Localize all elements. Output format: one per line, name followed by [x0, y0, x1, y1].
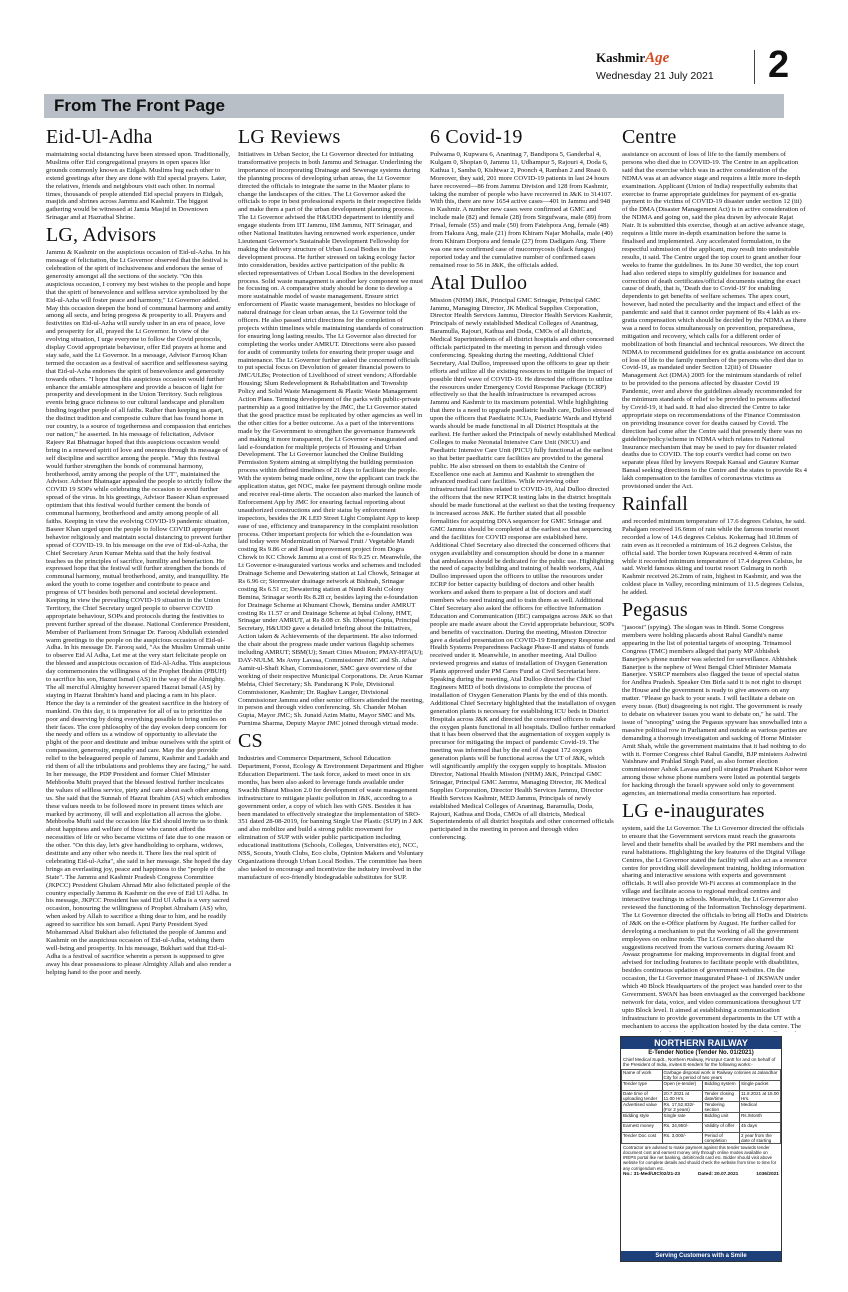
tender-ref-number: No.: 31-Med/UIC/02/21-23 — [623, 1171, 681, 1177]
tender-title: E-Tender Notice (Tender No. 01/2021) — [648, 1050, 754, 1056]
tender-reference — [621, 1172, 781, 1177]
table-cell: Bidding unit — [703, 1112, 740, 1122]
article-heading: LG e-inaugurates — [622, 799, 765, 822]
table-cell: 20.7.2021 at 11.00 Hrs. — [662, 1090, 703, 1101]
tender-ref-date: Dated: 20.07.2021 — [698, 1171, 739, 1177]
issue-date: Wednesday 21 July 2021 — [596, 70, 714, 82]
article-body: Mission (NHM) J&K, Principal GMC Srinagar, Principal GMC Jammu, Managing Director, JK Medical Supplies Corporation, Director Health Services Jammu, Director Health Services Kashmir, Principals of newly established Medical Colleges of Anantnag, Baramulla, Rajouri, Kathua and Doda, CMOs of all districts, Medical Superintendents of all district hospitals and other concerned officials participated in the meeting in person and through video conferencing. Speaking during the meeting, Additional Chief Secretary, Atal Dulloo, impressed upon the officers to gear up their efforts and utilize all the existing resources to mitigate the impact of possible third wave of COVID-19. He directed the officers to utilize the resources under Emergency Covid Response Package (ECRP) effectively so that the health infrastructure is revamped across Jammu and Kashmir to its maximum potential. While highlighting that there is a need to upgrade paediatric health care, Dulloo stressed upon the officers that Paediatric ICUs, Paediatric Wards and Hybrid wards should be made functional in all District Hospitals at the earliest. He further asked the Principals of newly established Medical Colleges to make Neonatal Intensive Care Unit (NICU) and Paediatric Intensive Care Unit (PICU) fully functional at the earliest so that better paediatric care facilities are provided to the general public. He also stressed on them to establish the Centre of Excellence one each at Jammu and Kashmir to strengthen the advanced medical care facilities. While reviewing other infrastructural facilities related to COVID-19, Atal Dulloo directed the officers that the new RTPCR testing labs in the district hospitals should be made functional at the earliest so that the testing frequency is increased across J&K. He further stated that all possible formalities for acquiring DNA sequencer for GMC Srinagar and GMC Jammu should be completed at the earliest so that sequencing and the facilities for COVID response are established here. Additional Chief Secretary also directed the concerned officers that oxygen availability and consumption should be done in a manner that ambulances should be dedicated for the public use. Highlighting the need of capacity building and training of health workers, Atal Dulloo impressed upon the officers to utilise the resources under ECRP for better capacity building of doctors and other health workers and asked them to prepare a list of doctors and staff members who need training and to train them as well. Additional Chief Secretary also asked the officers for effective Information Education and Communication (IEC) campaigns across J&K so that people are made aware about the Covid appropriate behaviour, SOPs and benefits of vaccination. During the meeting, Mission Director gave a detailed presentation on COVID-19 Emergency Response and Health Systems Preparedness Package Phase-II and status of funds received under it. Meanwhile, in another meeting, Atal Dulloo reviewed progress and status of installation of Oxygen Generation Plants approved under PM Cares Fund at Civil Secretariat here. Speaking during the meeting, Atal Dulloo directed the Chief Engineers MED of both divisions to complete the process of installation of Oxygen Generation Plants by the end of this month. Additional Chief Secretary highlighted that the installation of oxygen generation plants is necessary for establishing ICU beds in District Hospitals across J&K and directed the concerned officers to make the oxygen plants functional in all hospitals. Dulloo further remarked that it has been observed that the augmentation of oxygen supply is precursor for mitigating the impact of pandemic Covid-19. The meeting was informed that by the end of August 172 oxygen generation plants will be functional across the UT of J&K, which will significantly amplify the oxygen supply to hospitals. Mission Director, National Health Mission (NHM) J&K, Principal GMC Srinagar, Principal GMC Jammu, Managing Director, JK Medical Supplies Corporation, Director Health Services Jammu, Director Health Services Kashmir, MED Jammu, Principals of newly established Medical Colleges of Anantnag, Baramulla, Doda, Rajouri, Kathua and Doda, CMOs of all districts, Medical Superintendents of all district hospitals and other concerned officials participated in the meeting in person and through video conferencing. — [430, 296, 616, 842]
article-heading: LG, Advisors — [46, 224, 157, 247]
article-heading: LG Reviews — [238, 126, 341, 148]
article-body: Jammu & Kashmir on the auspicious occasion of Eid-ul-Azha. In his message of felicitation, the Lt Governor observed that the festival is celebration of the spirit of inclusiveness and endorses the sense of generosity amongst all the sections of the society. "On this auspicious occasion, I convey my best wishes to the people and hope that the spirit of benevolence and selfless service symbolized by the Eid-ul-Azha will foster peace and harmony," Lt Governor added. May this occasion deepen the bond of communal harmony and amity among all sects, and bring progress & prosperity to all. Prayers and festivities on Eid-ul-Azha will surely usher in an era of peace, love and prosperity for all, prayed the Lt Governor. In view of the evolving situation, I urge everyone to follow the Covid protocols, display Covid appropriate behaviour, offer Eid prayers at home and stay safe, said the Lt Governor. In a message, Advisor Farooq Khan termed the occasion as a festival of sacrifice and selflessness saying that Eid-ul-Azha endorses the spirit of benevolence and generosity towards others. "I hope that this auspicious occasion would further enhance the amiable atmosphere and provide a beacon of light for prosperity and development in the Union Territory. Such religious events bring grace richness to our cultural landscape and pluralism binding together people of all faiths. Rather than keeping us apart, the distinct tradition and composite culture that has found home in our country, is a source of togetherness and compassion that enriches our nation," he asserted. In his message of felicitation, Advisor Rajeev Rai Bhatnagar hoped that this auspicious occasion would bring in a renewed spirit of love and oneness through its message of self discipline and sacrifice among the people. "May this festival would further strengthen the bonds of communal harmony, brotherhood, amity among the people of the UT", maintained the Advisor. Advisor Bhatnagar appealed the people to strictly follow the COVID 19 SOPs while celebrating the occasion to avoid further spread of the virus. In his greetings, Advisor Baseer Khan expressed optimism that this festival would further cement the bonds of communal harmony, brotherhood and amity among people of all faiths. Keeping in view the evolving COVID-19 pandemic situation, Baseer Khan urged upon the people to follow COVID appropriate behavior religiously and maintain social distancing to prevent further spread of COVID-19. In his message on the eve of Eid-ul-Azha, the Chief Secretary Arun Kumar Mehta said that the holy festival teaches us the principles of sacrifice, humility and benefaction. He expressed hope that the festival will further strengthen the bonds of communal harmony, mutual brotherhood, amity, and tranquillity. He asked the youth to come together and contribute to peace and progress of UT besides both personal and societal development. Keeping in view the prevailing COVID-19 situation in the Union Territory, the Chief Secretary urged people to observe COVID appropriate behaviour, SOPs and protocols during the festivities to prevent further spread of the disease. National Conference President, Member of Parliament from Srinagar Dr. Farooq Abdullah extended warm greetings to the people on the auspicious occasion of Eid-ul-Adha. In his message Dr. Farooq said, "As the Muslim Ummah unite to observe Eid Al Adha, Let me at the very start felicitate people on the blessed and auspicious occasion of Eid-Al-Adha. This auspicious day commemorates the willingness of the Prophet Ibrahim (PBUH) to sacrifice his son, Hazrat Ismail (AS) in the way of the Almighty. The all merciful Almighty however spared Hazrat Ismail (AS) by staying in Hazrat Ibrahim's hand and placing a ram in his place. Hence the day is a reminder of the greatest sacrifice in the history of mankind. On this day, it is imperative for all of us to prioritize the poor and deserving by doing everything possible to bring smiles on their faces. The core philosophy of the day evokes deep concern for the needy and offers us a window of opportunity to alleviate the plight of the poor and destitute and imbue ourselves with the spirit of compassion, generosity, empathy and care. May the day provide relief to the beleaguered people of Jammu, Kashmir and Ladakh and rid them of all the tribulations and problems they are facing," he said. In her message, the PDP President and former Chief Minister Mehbooba Mufti prayed that the blessed festival further inculcates the values of selfless service, piety and care about each other among us. She said that the Sunnah of Hazrat Ibrahim (AS) which embodies these values needs to be followed more in present times which are marked by acrimony, ill will and exploitation all across the globe. Mehbooba Mufti said the occasion like Eid should invite us to think about happiness and welfare of those who cannot afford the necessities of life or who became victims of fate due to one reason or the other. "On this day, let's give handholding to orphans, widows, destitute and any other who needs it. There lies the real spirit of celebrating Eid-ul-Azha", she said in her message. She hoped the day brings an everlasting joy, peace and happiness to the "people of the State". The Jammu and Kashmir Pradesh Congress Committee (JKPCC) President Ghulam Ahmad Mir also felicitated people of the country especially Jammu & Kashmir on the eve of Eid Ul Adha. In his message, JKPCC President has said Eid Ul Adha is a very sacred occasion, honouring the willingness of Prophet Abraham (AS) who, when asked by Allah to sacrifice a thing dear to him, and he readily agreed to sacrifice his son Ismail. Apni Party President Syed Mohammad Altaf Bukhari also felicitated the people of Jammu and Kashmir on the auspicious occasion of Eid-ul-Adha, wishing them well-being and prosperity. In his message, Bukhari said that Eid-ul-Adha is a festival of sacrifice wherein a person is supposed to give away his dear possessions to please Almighty Allah and also render a helping hand to the poor and needy. — [46, 249, 232, 976]
table-cell: Bidding system — [703, 1080, 740, 1090]
column-1 — [46, 124, 232, 1272]
table-cell: Tendering section — [703, 1101, 740, 1112]
tender-note: Contractor are advised to make payment against this tender towards tender document cost and earnest money only through online modes available on IREPS portal like net banking, debit/credit card etc. Bidder should visit above website for complete details and should check the website from time to time for any corrigendum etc. — [623, 1144, 777, 1171]
masthead — [0, 0, 848, 92]
table-cell: Tender Doc cost — [622, 1132, 663, 1143]
table-cell: Earnest money — [622, 1122, 663, 1132]
article-heading: Eid-Ul-Adha — [46, 126, 153, 148]
section-banner — [44, 94, 784, 118]
article-body: and recorded minimum temperature of 17.6 degrees Celsius, he said. Pahalgam received 16.6mm of rain while the famous tourist resort recorded a low of 14.6 degrees Celsius. Kokernag had 10.8mm of rain even as it recorded a minimum of 16.2 degrees Celsius, the official said. The border town Kupwara received 4.4mm of rain while it recorded minimum temperature of 17.4 degrees Celsius, he said. World famous skiing and tourist resort Gulmarg in north Kashmir received 26.2mm of rain, highest in Kashmir, and was the coldest place in Valley, recording minimum of 11.5 degrees Celsius, he added. — [622, 517, 806, 597]
table-cell: Date time of uploading tender — [622, 1090, 663, 1101]
table-cell: 2 year from the date of starting — [739, 1132, 780, 1143]
article-body: system, said the Lt Governor. The Lt Governor directed the officials to ensure that the Government services must reach the grassroots level and their benefits shall be availed by the PRI members and the rural habitations. Highlighting the key features of the Digital Village Centres, the Lt Governor stated the facility will also act as a resource centre for providing skill development training, holding information sharing and interactive sessions with experts and government officials. It will also provide Wi-Fi access at commonplace in the village and facilitate access to regional medical centres and interactive teachings in schools. Meanwhile, the Lt Governor also reviewed the functioning of the Information Technology department. The Lt Governor directed the officials to bring all HoDs and Districts of J&K on the e-Office platform by August. He further called for developing a mechanism to put the working of all the government employees on online mode. The Lt Governor also shared the suggestions received from the various corners during Awaam Ki Awaaz programme for making improvements in digital front and advised for including features to facilitate people with disabilities, besides continuous updation of government websites. On the occasion, the Lt Governor inaugurated Phase-1 of JKSWAN under which 40 Block Headquarters of the project was handed over to the Government. SWAN has been envisaged as the converged backbone network for data, voice, and video communications throughout UT upto Block level. It aimed at establishing a communication infrastructure to provide government departments in the UT with a mechanism to access the application hosted by the data centre. The — [622, 824, 808, 1030]
table-cell: Bidding style — [622, 1112, 663, 1122]
table-cell: Advertised value — [622, 1101, 663, 1112]
table-row — [622, 1122, 781, 1132]
tender-railway-name: NORTHERN RAILWAY — [621, 1037, 781, 1049]
tender-advertisement — [620, 1036, 782, 1262]
table-cell: Rs./Month — [739, 1112, 780, 1122]
article-heading: 6 Covid-19 — [430, 126, 523, 148]
table-row — [622, 1101, 781, 1112]
table-cell: Medical — [739, 1101, 780, 1112]
table-cell: Rs. 34,950/- — [662, 1122, 703, 1132]
tender-footer: Serving Customers with a Smile — [621, 1251, 781, 1261]
column-2 — [238, 124, 424, 1272]
article-body: "jasoosi" (spying). The slogan was in Hindi. Some Congress members were holding placards about Rahul Gandhi's name appearing in the list of potential targets of snooping. Trinamool Congress (TMC) members alleged that party MP Abhishek Banerjee's phone number was selected for surveillance. Abhishek Banerjee is the nephew of West Bengal Chief Minister Mamata Banerjee. YSRCP members also flagged the issue of special status for Andhra Pradesh. Speaker Om Birla said it is not right to disrupt the House and the government is ready to give answers on any matter. "Please go back to your seats. I will facilitate a debate on every issue. (But) disagreeing is not right. The government is ready to debate on whatever issues you want to debate on," he said. The issue of "snooping" using the Pegasus spyware has snowballed into a massive political row in Parliament and outside as various parties are demanding a thorough investigation and sacking of Home Minister Amit Shah, while the government maintains that it had nothing to do with it. Former Congress chief Rahul Gandhi, BJP ministers Ashwini Vaishnaw and Prahlad Singh Patel, as also former election commissioner Ashok Lavasa and poll strategist Prashant Kishor were among those whose phone numbers were listed as potential targets for hacking through the Israeli spyware sold only to government agencies, an international media consortium has reported. — [622, 624, 808, 798]
table-row — [622, 1080, 781, 1090]
table-cell: Name of work — [622, 1069, 663, 1080]
table-cell: Tender type — [622, 1080, 663, 1090]
table-row — [622, 1132, 781, 1143]
article-body: Initiatives in Urban Sector, the Lt Governor directed for initiating transformative projects in both Jammu and Srinagar. Underlining the importance of incorporating Drainage and Sewerage systems during the planning process of developing urban areas, the Lt Governor directed the officials to integrate the same in the Master plans to change the landscapes of the cities. The Lt Governor asked the officials to rope in best professional experts in their respective fields and make them a part of the urban development planning process. The Lt Governor advised the H&UDD department to identify and engage students from IIT Jammu, IIM Jammu, NIT Srinagar, and other National Institutes having renowned work experience, under Lieutenant Governor's Sustainable Development Fellowship for making the delivery structure of Urban Local Bodies in the development process. He further stressed on taking ecology factor into consideration, besides active participation of the public & elected representatives of Urban Local Bodies in the development process. Solid waste management is another key component we must be focusing on. A comparative study should be done to develop a more sustainable model of waste management. Ensure strict enforcement of Plastic waste management, besides no blockage of natural drainage for clean urban areas, the Lt Governor told the officers. He also passed strict directions for the completion of projects within timelines while maintaining standards of construction for ensuring long lasting results. The Lt Governor also directed for completing the works under AMRUT. Directions were also passed for audit of community toilets for ensuring their proper usage and maintenance. The Lt Governor further asked the concerned officials to put special focus on Devolution of greater financial powers to JMC/ULBs; Protection of Livelihood of street vendors; Affordable Housing; Slum Redevelopment & Rehabilitation and Township Policy and Solid Waste Management & Plastic Waste Management Action Plans. Terming development of the parks with public-private partnership as a good initiative by the JMC, the Lt Governor stated that the good practice must be replicated by other agencies as well in the other cities for a better outcome. As a part of the interventions made by the Government to strengthen the governance framework and making it more transparent, the Lt Governor e-inaugurated and laid e-foundation for multiple projects of Housing and Urban Development. The Lt Governor launched the Online Building Permission System aiming at simplifying the building permission process within defined timelines of 21 days to facilitate the people. With the system being made online, now the applicant can track the application status, get NOC, make fee payment through online mode and receive real-time alerts. The occasion also marked the launch of Enforcement App by JMC for ensuring factual reporting about unauthorized constructions and their status by enforcement inspectors, besides the JK LED Street Light Complaint App to keep ease of use, efficiency and transparency in the complaint resolution process. Other important projects for which the e-foundation was laid today were Modernization of Narwal Fruit / Vegetable Mandi costing Rs 9.86 cr and Road improvement project from Dogra Chowk to KC Chowk Jammu at a cost of Rs 9.25 cr. Meanwhile, the Lt Governor e-inaugurated various works and schemes and included Drainage Scheme and Dewatering station at Lal Chowk, Srinagar at Rs 6.96 cr; Stormwater drainage network at Bishnah, Srinagar costing Rs 6.51 cr; Dewatering station at Nundi Reshi Colony Bemina, Srinagar worth Rs 8.28 cr, besides laying the e-foundation for Drainage Scheme at Khumani Chowk, Bemina under AMRUT costing Rs 11.57 cr and Drainage Scheme at Iqbal Colony, HMT, Srinagar under AMRUT, at Rs 8.08 cr. Sh. Dheeraj Gupta, Principal Secretary, H&UDD gave a detailed briefing about the Initiatives, Action taken & Achievements of the department. He also informed the chair about the progress made under various flagship schemes including AMRUT; SBM(U); Smart Cities Mission; PMAY-HFA(U); DAY-NULM. Ms Avny Lavasa, Commissioner JMC and Sh. Athar Aamir-ul-Shafi Khan, Commissioner, SMC gave overview of the working of their respective Municipal Corporations. Dr. Arun Kumar Mehta, Chief Secretary; Sh. Pandurang K Pole, Divisional Commissioner, Kashmir; Dr. Raghav Langer, Divisional Commissioner Jammu and other senior officers attended the meeting, in person and through video conferencing. Sh. Chander Mohan Gupta, Mayor JMC; Sh. Junaid Azim Mattu, Mayor SMC and Ms. Purnima Sharma, Deputy Mayor JMC joined through virtual mode. — [238, 151, 424, 728]
tender-ref-code: 1036/2021 — [756, 1171, 779, 1177]
article-heading: Centre — [622, 126, 677, 148]
column-4 — [622, 124, 808, 1032]
table-row — [622, 1090, 781, 1101]
article-heading: Atal Dulloo — [430, 271, 528, 294]
page-number: 2 — [768, 44, 790, 86]
table-cell: Garbage disposal work in Railway colonies at Jalandhar City for a period of two years — [662, 1069, 780, 1080]
table-cell: Rs. 17,52,832/- (For 2 years) — [662, 1101, 703, 1112]
table-cell: Rs. 3,000/- — [662, 1132, 703, 1143]
article-body: maintaining social distancing have been stressed upon. Traditionally, Muslims offer Eid congregational prayers in open spaces like grounds commonly known as Eidgah. Muslims hug each other to extend greetings after they are done with Eid special prayers. Later, the relatives, friends and neighbours visit each other. In normal times, thousands of people attended Eid special prayers in Eidgah, masjids and shrines across Jammu and Kashmir. The biggest gathering would be witnessed at Jamia Masjid in Downtown Srinagar and at Hazratbal Shrine. — [46, 151, 230, 222]
table-cell: Validity of offer — [703, 1122, 740, 1132]
table-cell: Period of completion — [703, 1132, 740, 1143]
table-cell: Tender closing date/time — [703, 1090, 740, 1101]
table-cell: Open (e-tender) — [662, 1080, 703, 1090]
masthead-divider — [754, 50, 755, 84]
table-row — [622, 1112, 781, 1122]
article-heading: Rainfall — [622, 492, 689, 515]
article-body: assistance on account of loss of life to the family members of persons who died due to COVID-19. The Centre in an application said that the exercise which was in active consideration of the NDMA was at an advance stage and requires a little more in-depth examination. Applicant (Union of India) respectfully submits that exercise to frame appropriate guidelines for payment of ex-gratia payment to the victims of COVID-19 disaster under section 12 (iii) of the DMA (Disaster Management Act) is in active consideration of the NDMA and going on, said the plea drawn by advocate Rajat Nair. It is submitted this exercise, though at an active advance stage, requires a little more in-depth examination before the same is finalised and implemented. Any accelerated formulation, in the respectful submission of the applicant, may result into undesirable results, it said. The Centre urged the top court to grant another four weeks to frame the guidelines. In its June 30 verdict, the top court had also ordered steps to simplify guidelines for issuance and correction of death certificates/official documents stating the exact cause of death, that is, 'Death due to Covid-19' for enabling dependents to get benefits of welfare schemes. The apex court, however, had noted the peculiarity and the impact and effect of the pandemic and said that it cannot order payment of Rs 4 lakh as ex-gratia compensation which should be decided by the NDMA as there was a need to focus simultaneously on prevention, preparedness, mitigation and recovery, which calls for a different order of mobilization of both financial and technical resources. We direct the NDMA to recommend guidelines for ex gratia assistance on account of loss of life to the family members of the persons who died due to Covid-19, as mandated under Section 12(iii) of Disaster Management Act (DMA) 2005 for the minimum standards of relief to be provided to the persons affected by disaster Covid 19 Pandemic, over and above the guidelines already recommended for the minimum standards of relief to be provided to persons affected by Covid-19, it had said. It had also directed the Centre to take appropriate steps on recommendations of the Finance Commission on providing insurance cover for deaths caused by Covid. The direction had come after the Centre said that presently there was no guideline/policy/scheme in NDMA which relates to National Insurance mechanism that may be used to pay for disaster related deaths due to COVID. The top court's verdict had come on two separate pleas filed by lawyers Reepak Kansal and Gaurav Kumar Bansal seeking directions to the Centre and the states to provide Rs 4 lakh compensation to the families of coronavirus victims as provisioned under the Act. — [622, 151, 807, 491]
section-title: From The Front Page — [54, 96, 225, 115]
tender-table — [621, 1069, 781, 1144]
article-body: Industries and Commerce Department, School Education Department, Forest, Ecology & Environment Department and Higher Education Department. The task force, asked to meet once in six months, has been also asked to leverage funds available under Swachh Bharat Mission 2.0 for development of waste management infrastructure to mitigate plastic pollution in J&K, according to a government order, a copy of which lies with GNS. Besides it has been mandated to effectively strategize the implementation of SRO-351 dated 28-08-2019, for banning Single Use Plastic (SUP) in J &K and also mobilize and build a strong public movement for elimination of SUP with wider public participation including educational institutions (Schools, Colleges, Universities etc), NCC, NSS, Scouts, Youth Clubs, Eco clubs, Opinion Makers and Voluntary Organizations through Urban Local Bodies. The committee has been also tasked to encourage and incentivize the industry involved in the manufacture of eco-friendly biodegradable substitutes for SUP. — [238, 755, 424, 881]
tender-intro: Chief Medical Supdt., Northern Railway, Firozpur Cantt for and on behalf of the President of India, invites E-tenders for the following works:- — [623, 1057, 776, 1068]
table-row — [622, 1069, 781, 1080]
column-3 — [430, 124, 616, 1272]
table-cell: 45 days — [739, 1122, 780, 1132]
article-heading: CS — [238, 730, 263, 753]
table-cell: Single packet — [739, 1080, 780, 1090]
article-body: Pulwama 0, Kupwara 6, Anantnag 7, Bandipora 5, Ganderbal 4, Kulgam 0, Shopian 0, Jammu 11, Udhampur 5, Rajouri 4, Doda 6, Kathua 1, Samba 0, Kishtwar 2, Poonch 4, Ramban 2 and Reasi 0. Moreover, they said, 201 more COVID-19 patients in last 24 hours have recovered—86 from Jammu Division and 128 from Kashmir, taking the number of people who have recovered in J&K to 314107. With this, there are now 1654 active cases—401 in Jammu and 948 in Kashmir. A number new cases were confirmed at GMC and include male (82) and female (28) from Sirgufwara, male (89) from Frisal, female (55) and male (50) from Fatehpora Ang, female (48) from Hakura Ang, male (21) from Khiram Najar Mohalla, male (40) from Khiram Dorpora and female (27) from Dadigam Ang. There was one new confirmed case of mucormycosis (black fungus) reported today and the cumulative number of confirmed cases remained rose to 56 in J&K, the officials added. — [430, 151, 613, 269]
article-heading: Pegasus — [622, 599, 688, 622]
table-cell: 11.8.2021 at 15.00 Hrs. — [740, 1090, 779, 1101]
newspaper-logo: KashmirAge — [596, 50, 670, 66]
table-cell: Single rate — [662, 1112, 703, 1122]
